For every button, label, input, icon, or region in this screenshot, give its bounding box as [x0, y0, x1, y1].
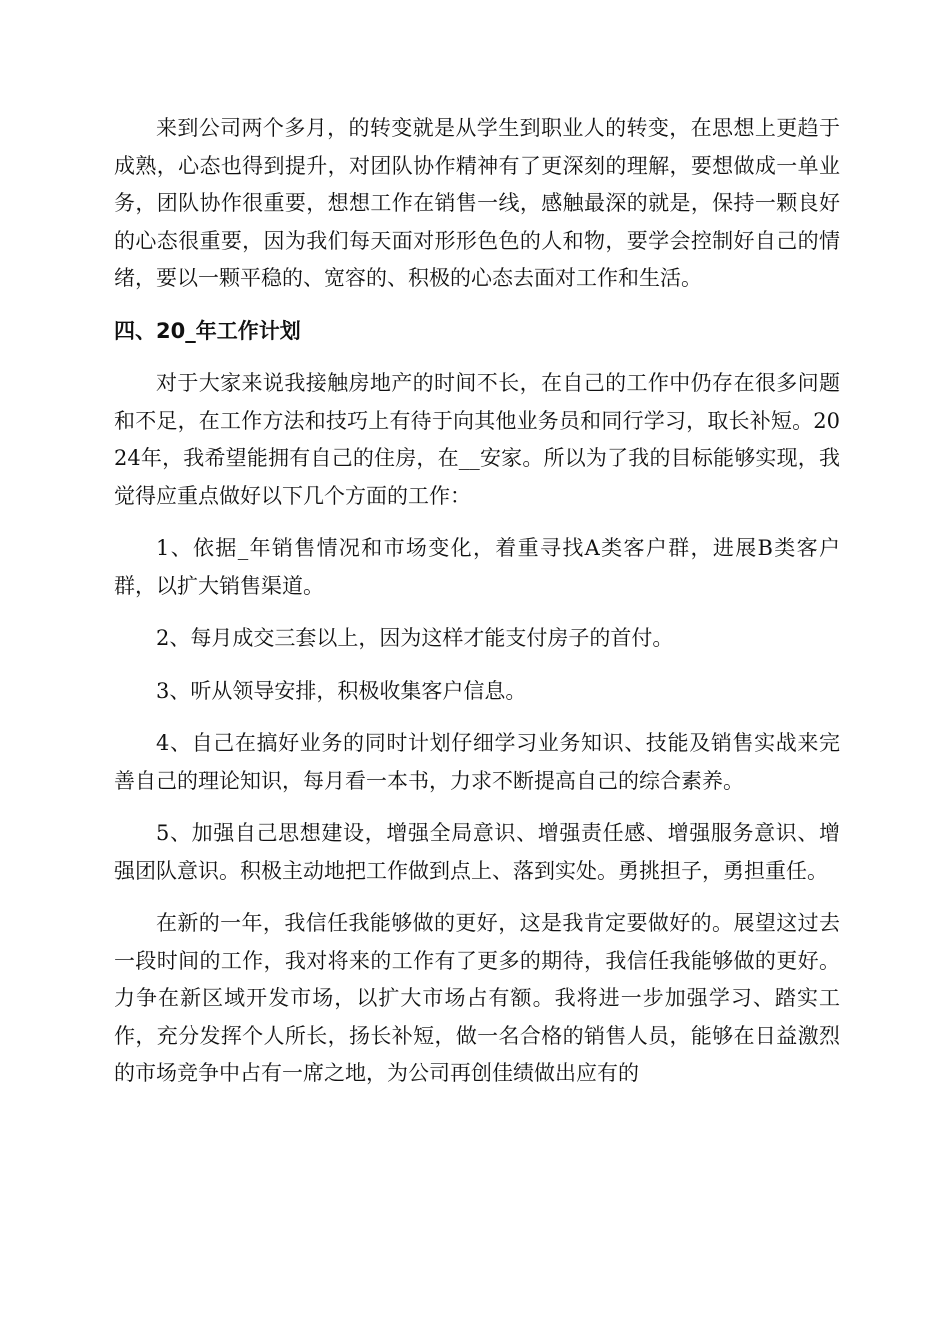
section-heading: 四、20_年工作计划 [114, 318, 301, 343]
plan-item-4: 4、自己在搞好业务的同时计划仔细学习业务知识、技能及销售实战来完善自己的理论知识，每月看一本书，力求不断提高自己的综合素养。 [114, 731, 840, 793]
plan-item-2: 2、每月成交三套以上，因为这样才能支付房子的首付。 [156, 626, 674, 650]
intro-paragraph: 来到公司两个多月，的转变就是从学生到职业人的转变，在思想上更趋于成熟，心态也得到提升，对团队协作精神有了更深刻的理解，要想做成一单业务，团队协作很重要，想想工作在销售一线，感触最深的就是，保持一颗良好的心态很重要，因为我们每天面对形形色色的人和物，要学会控制好自己的情绪，要以一颗平稳的、宽容的、积极的心态去面对工作和生活。 [114, 116, 840, 290]
plan-item-3: 3、听从领导安排，积极收集客户信息。 [156, 678, 527, 703]
closing-paragraph: 在新的一年，我信任我能够做的更好，这是我肯定要做好的。展望这过去一段时间的工作，我对将来的工作有了更多的期待，我信任我能够做的更好。力争在新区域开发市场，以扩大市场占有额。我将进一步加强学习、踏实工作，充分发挥个人所长，扬长补短，做一名合格的销售人员，能够在日益激烈的市场竞争中占有一席之地，为公司再创佳绩做出应有的 [114, 911, 840, 1085]
plan-item-1: 1、依据_年销售情况和市场变化，着重寻找A类客户群，进展B类客户群，以扩大销售渠道。 [114, 536, 840, 598]
plan-item-5: 5、加强自己思想建设，增强全局意识、增强责任感、增强服务意识、增强团队意识。积极主动地把工作做到点上、落到实处。勇挑担子，勇担重任。 [114, 821, 840, 883]
plan-intro-paragraph: 对于大家来说我接触房地产的时间不长，在自己的工作中仍存在很多问题和不足，在工作方法和技巧上有待于向其他业务员和同行学习，取长补短。2024年，我希望能拥有自己的住房，在__安家。所以为了我的目标能够实现，我觉得应重点做好以下几个方面的工作： [114, 371, 840, 508]
document-page [114, 110, 840, 1108]
